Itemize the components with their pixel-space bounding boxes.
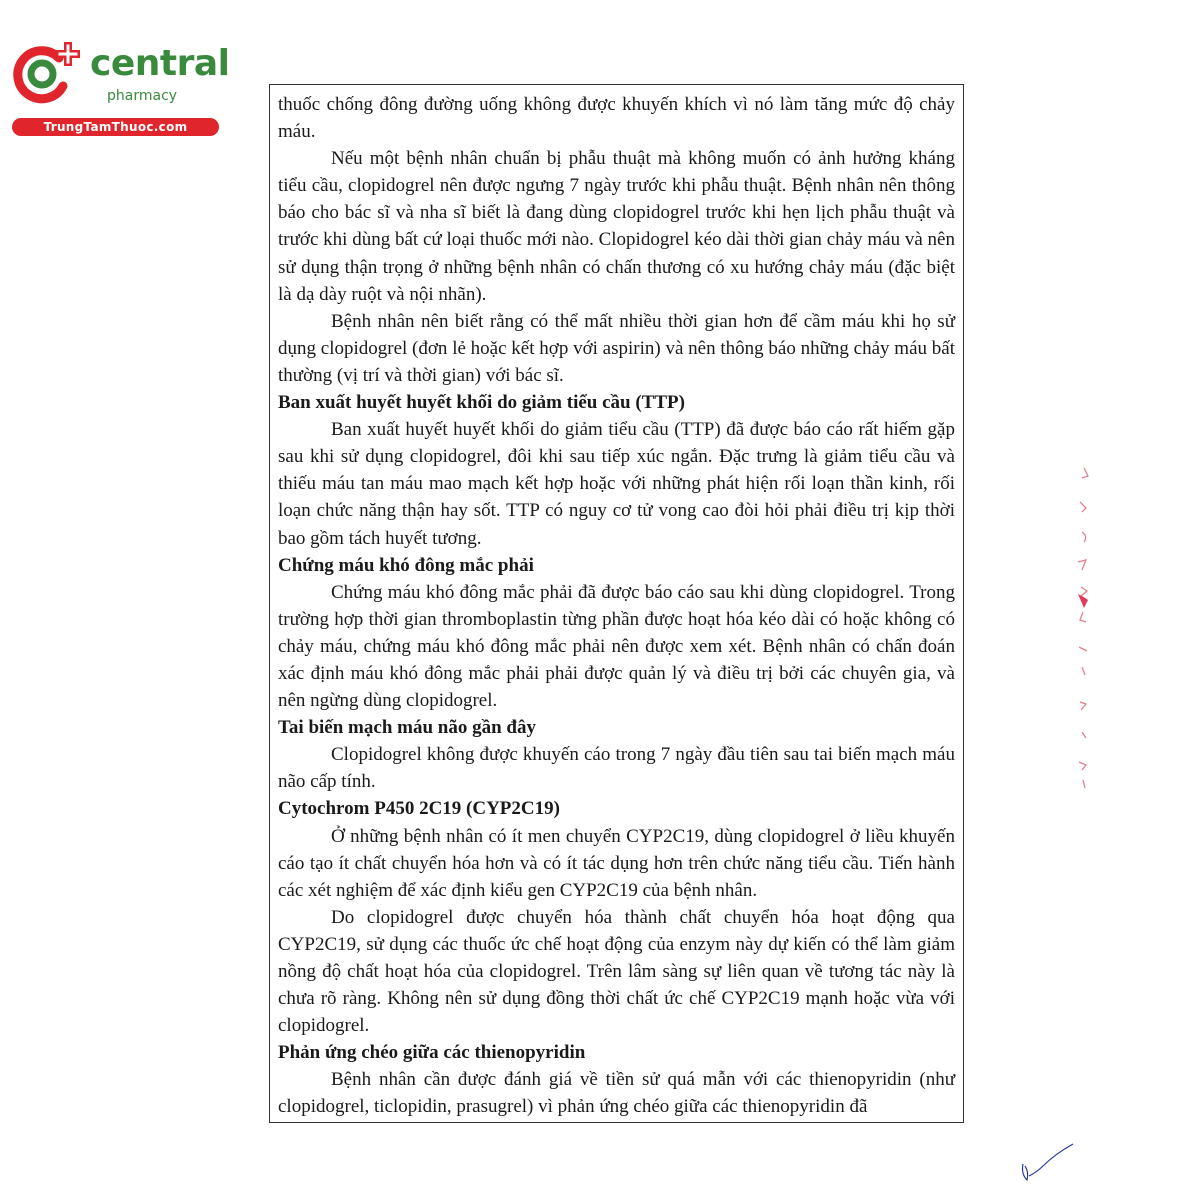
paragraph: Do clopidogrel được chuyển hóa thành chất chuyển hóa hoạt động qua CYP2C19, sử dụng các thuốc ức chế hoạt động của enzym này dự kiến có thể làm giảm nồng độ chất hoạt hóa của clopidogrel. Trên lâm sàng sự liên quan về tương tác này là chưa rõ ràng. Không nên sử dụng đồng thời chất ức chế CYP2C19 mạnh hoặc vừa với clopidogrel. [278, 906, 955, 1037]
paragraph: Bệnh nhân cần được đánh giá về tiền sử quá mẫn với các thienopyridin (như clopidogrel, ticlopidin, prasugrel) vì phản ứng chéo giữa các thienopyridin đã [278, 1069, 955, 1118]
paragraph: Chứng máu khó đông mắc phải đã được báo cáo sau khi dùng clopidogrel. Trong trường hợp thời gian thromboplastin từng phần được hoạt hóa kéo dài có hoặc không có chảy máu, chứng máu khó đông mắc phải nên được xem xét. Bệnh nhân có chẩn đoán xác định máu khó đông mắc phải phải được quản lý và điều trị bởi các chuyên gia, và nên ngừng dùng clopidogrel. [278, 581, 955, 712]
pharmacy-cross-logo-icon [10, 38, 85, 110]
brand-website: TrungTamThuoc.com [12, 118, 219, 136]
brand-name: central [90, 43, 230, 84]
document-page [269, 84, 964, 1123]
brand-subtitle: pharmacy [107, 88, 178, 104]
paragraph: Ở những bệnh nhân có ít men chuyển CYP2C19, dùng clopidogrel ở liều khuyến cáo tạo ít chất chuyển hóa hơn và có ít tác dụng hơn trên chức năng tiểu cầu. Tiến hành các xét nghiệm để xác định kiểu gen CYP2C19 của bệnh nhân. [278, 825, 955, 901]
section-heading: Phản ứng chéo giữa các thienopyridin [278, 1042, 586, 1064]
paragraph: thuốc chống đông đường uống không được khuyến khích vì nó làm tăng mức độ chảy máu. [278, 94, 955, 143]
section-heading: Tai biến mạch máu não gần đây [278, 717, 536, 739]
brand-logo [10, 38, 230, 138]
signature-mark-icon [1015, 1140, 1075, 1185]
document-body [278, 91, 955, 1121]
section-heading: Cytochrom P450 2C19 (CYP2C19) [278, 798, 560, 820]
paragraph: Clopidogrel không được khuyến cáo trong 7 ngày đầu tiên sau tai biến mạch máu não cấp tính. [278, 744, 955, 793]
paragraph: Nếu một bệnh nhân chuẩn bị phẫu thuật mà không muốn có ảnh hưởng kháng tiểu cầu, clopidogrel nên được ngưng 7 ngày trước khi phẫu thuật. Bệnh nhân nên thông báo cho bác sĩ và nha sĩ biết là đang dùng clopidogrel trước khi hẹn lịch phẫu thuật và trước khi dùng bất cứ loại thuốc mới nào. Clopidogrel kéo dài thời gian chảy máu và nên sử dụng thận trọng ở những bệnh nhân có chấn thương có xu hướng chảy máu (đặc biệt là dạ dày ruột và nội nhãn). [278, 148, 955, 305]
paragraph: Bệnh nhân nên biết rằng có thể mất nhiều thời gian hơn để cầm máu khi họ sử dụng clopidogrel (đơn lẻ hoặc kết hợp với aspirin) và nên thông báo những chảy máu bất thường (vị trí và thời gian) với bác sĩ. [278, 310, 955, 386]
section-heading: Chứng máu khó đông mắc phải [278, 554, 534, 576]
paragraph: Ban xuất huyết huyết khối do giảm tiểu cầu (TTP) đã được báo cáo rất hiếm gặp sau khi sử dụng clopidogrel, đôi khi sau tiếp xúc ngắn. Đặc trưng là giảm tiểu cầu và thiếu máu tan máu mao mạch kết hợp hoặc với những phát hiện rối loạn thần kinh, rối loạn chức năng thận hay sốt. TTP có nguy cơ tử vong cao đòi hỏi phải điều trị kịp thời bao gồm tách huyết tương. [278, 419, 955, 549]
section-heading: Ban xuất huyết huyết khối do giảm tiểu cầu (TTP) [278, 392, 685, 414]
side-stamp-mark-icon [1072, 462, 1094, 792]
